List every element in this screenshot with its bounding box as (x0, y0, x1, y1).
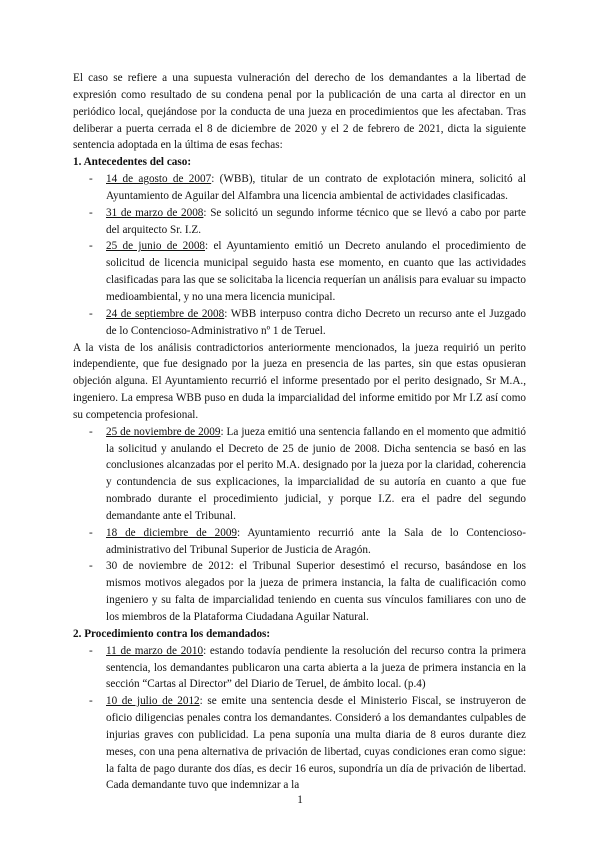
document-body (73, 70, 526, 794)
date: 25 de junio de 2008 (106, 240, 206, 253)
section-2-heading: 2. Procedimiento contra los demandados: (73, 627, 271, 640)
date: 11 de marzo de 2010 (106, 644, 204, 657)
date: 31 de marzo de 2008 (106, 206, 204, 219)
list-item: - 14 de agosto de 2007: (WBB), titular de un contrato de explotación minera, solicitó al Ayuntamiento de Aguilar del Alfambra una licencia ambiental de actividades clasificadas. (106, 171, 526, 205)
section-2-list (73, 643, 526, 795)
list-item: - 25 de junio de 2008: el Ayuntamiento emitió un Decreto anulando el procedimiento de solicitud de licencia municipal seguido hasta ese momento, en cuanto que las actividades clasificadas para las que se solicitaba la licencia requerían un análisis para evaluar su impacto medioambiental, y no una mera licencia municipal. (106, 238, 526, 305)
date: 24 de septiembre de 2008 (106, 307, 225, 320)
page-number: 1 (297, 794, 303, 806)
section-1-heading: 1. Antecedentes del caso: (73, 156, 192, 169)
list-item: - 30 de noviembre de 2012: el Tribunal Superior desestimó el recurso, basándose en los mismos motivos alegados por la jueza de primera instancia, la falta de cualificación como ingeniero y su falta de imparcialidad teniendo en cuenta sus vínculos familiares con uno de los miembros de la Plataforma Ciudadana Aguilar Natural. (106, 558, 526, 625)
intro-paragraph: El caso se refiere a una supuesta vulneración del derecho de los demandantes a la libertad de expresión como resultado de su condena penal por la publicación de una carta al director en un periódico local, quejándose por la conducta de una jueza en procedimientos que les afectaban. Tras deliberar a puerta cerrada el 8 de diciembre de 2020 y el 2 de febrero de 2021, dicta la siguiente sentencia adoptada en la última de esas fechas: (73, 72, 526, 152)
list-item: - 31 de marzo de 2008: Se solicitó un segundo informe técnico que se llevó a cabo por parte del arquitecto Sr. I.Z. (106, 205, 526, 239)
date: 18 de diciembre de 2009 (106, 526, 238, 539)
date: 14 de agosto de 2007 (106, 173, 212, 186)
list-item: - 10 de julio de 2012: se emite una sentencia desde el Ministerio Fiscal, se instruyeron de oficio diligencias penales contra los demandantes. Consideró a los demandantes culpables de injurias graves con publicidad. La pena suponía una multa diaria de 8 euros durante diez meses, con una pena alternativa de privación de libertad, cuyas condiciones eran como sigue: la falta de pago durante dos días, es decir 16 euros, supondría un día de privación de libertad. Cada demandante tuvo que indemnizar a la (106, 693, 526, 794)
date: 25 de noviembre de 2009 (106, 425, 221, 438)
date: 10 de julio de 2012 (106, 695, 200, 708)
list-item: - 25 de noviembre de 2009: La jueza emitió una sentencia fallando en el momento que admitió la solicitud y anulando el Decreto de 25 de junio de 2008. Dicha sentencia se basó en las conclusiones alcanzadas por el perito M.A. designado por la jueza por la claridad, coherencia y contundencia de sus explicaciones, la imparcialidad de su autoría en cuanto a que fue nombrado durante el procedimiento judicial, y porque I.Z. era el padre del segundo demandante ante el Tribunal. (106, 424, 526, 525)
list-item: - 11 de marzo de 2010: estando todavía pendiente la resolución del recurso contra la primera sentencia, los demandantes publicaron una carta abierta a la jueza de primera instancia en la sección “Cartas al Director” del Diario de Teruel, de ámbito local. (p.4) (106, 643, 526, 694)
section-1-list (73, 171, 526, 339)
list-item: - 24 de septiembre de 2008: WBB interpuso contra dicho Decreto un recurso ante el Juzgado de lo Contencioso-Administrativo nº 1 de Teruel. (106, 306, 526, 340)
list-item: - 18 de diciembre de 2009: Ayuntamiento recurrió ante la Sala de lo Contencioso-administrativo del Tribunal Superior de Justicia de Aragón. (106, 525, 526, 559)
body-paragraph: A la vista de los análisis contradictorios anteriormente mencionados, la jueza requirió un perito independiente, que fue designado por la jueza en presencia de las partes, sin que estas opusieran objeción alguna. El Ayuntamiento recurrió el informe presentado por el perito designado, Sr M.A., ingeniero. La empresa WBB puso en duda la imparcialidad del informe emitido por Mr I.Z así como su competencia profesional. (73, 341, 526, 421)
section-1-list-continued (73, 424, 526, 626)
